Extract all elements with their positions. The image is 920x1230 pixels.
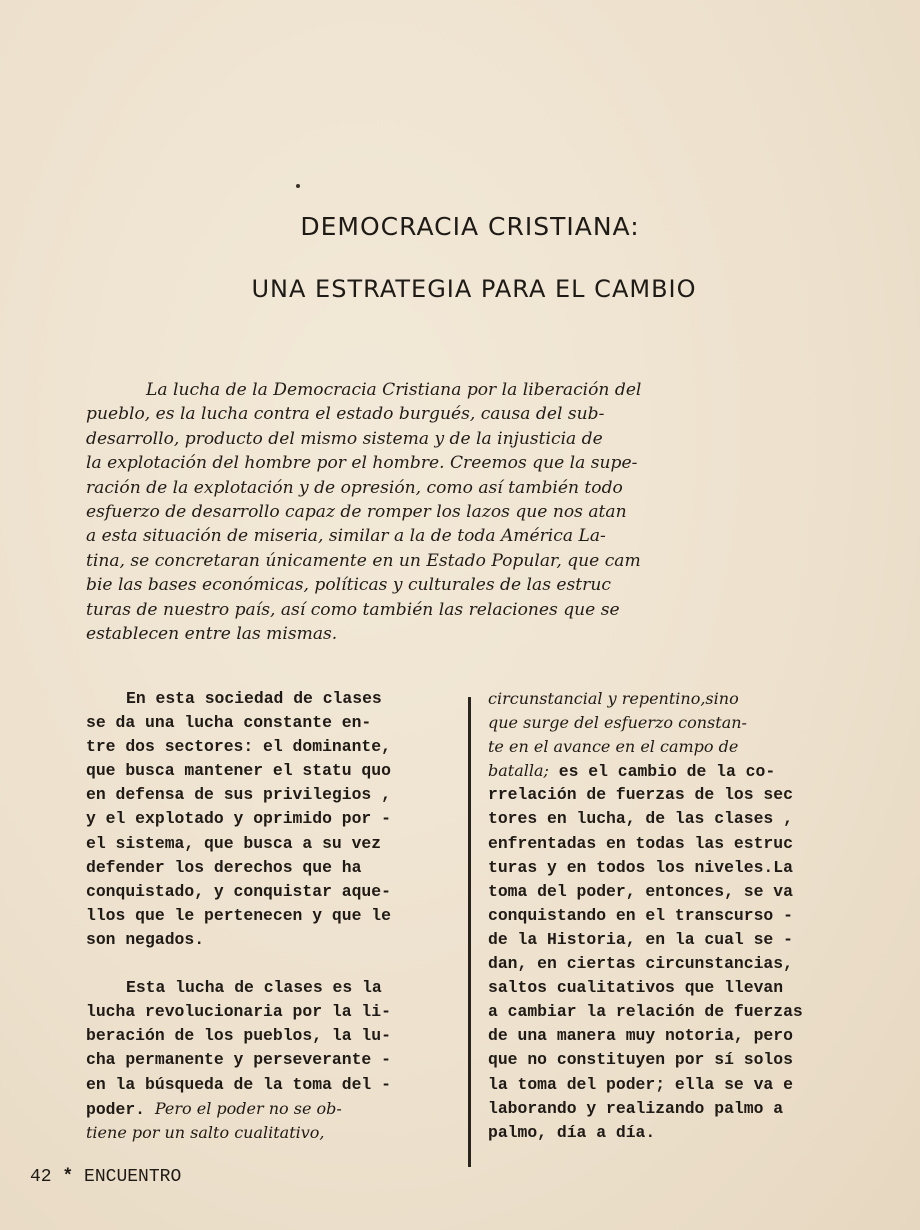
body-line: saltos cualitativos que llevan [488, 978, 784, 998]
article-title: DEMOCRACIA CRISTIANA: [300, 212, 640, 241]
body-line: En esta sociedad de clases [126, 689, 382, 708]
intro-line: turas de nuestro país, así como también las relaciones que se [86, 599, 620, 620]
intro-line: La lucha de la Democracia Cristiana por la liberación del [146, 380, 642, 400]
body-line: llos que le pertenecen y que le [86, 905, 391, 925]
body-line: la toma del poder; ella se va e [488, 1074, 793, 1094]
paragraph-gap [86, 952, 456, 976]
body-line: tre dos sectores: el dominante, [86, 737, 391, 757]
body-line: de la Historia, en la cual se - [488, 929, 793, 949]
body-text-italic: Pero el poder no se ob- [154, 1098, 342, 1118]
intro-line: ración de la explotación y de opresión, como así también todo [86, 477, 623, 498]
body-line [86, 1097, 456, 1121]
body-line: enfrentadas en todas las estruc [488, 833, 793, 853]
body-line: circunstancial y repentino,sino [488, 689, 739, 708]
star-separator: * [62, 1167, 74, 1187]
intro-line: a esta situación de miseria, similar a la de toda América La- [86, 526, 606, 547]
intro-line: la explotación del hombre por el hombre. Creemos que la supe- [86, 453, 638, 474]
intro-line: esfuerzo de desarrollo capaz de romper los lazos que nos atan [86, 502, 627, 523]
body-line: Esta lucha de clases es la [126, 978, 382, 998]
body-line: tores en lucha, de las clases , [488, 809, 793, 829]
body-line: son negados. [86, 929, 205, 949]
ink-speck [296, 184, 300, 188]
page-footer [30, 1167, 181, 1187]
body-line: que no constituyen por sí solos [488, 1050, 793, 1070]
intro-line: pueblo, es la lucha contra el estado burgués, causa del sub- [86, 404, 605, 425]
intro-line: tina, se concretaran únicamente en un Estado Popular, que cam [86, 550, 641, 571]
body-line: de una manera muy notoria, pero [488, 1026, 793, 1046]
body-line: beración de los pueblos, la lu- [86, 1026, 391, 1046]
publication-name: ENCUENTRO [84, 1167, 182, 1187]
body-text: es el cambio de la co- [548, 762, 776, 782]
body-line: rrelación de fuerzas de los sec [488, 785, 793, 805]
body-line: tiene por un salto cualitativo, [86, 1122, 325, 1142]
body-line: conquistando en el transcurso - [488, 905, 793, 925]
body-line: el sistema, que busca a su vez [86, 833, 382, 853]
intro-line: establecen entre las mismas. [86, 624, 338, 645]
body-line: dan, en ciertas circunstancias, [488, 954, 793, 974]
intro-line: desarrollo, producto del mismo sistema y de la injusticia de [86, 428, 603, 449]
body-line: turas y en todos los niveles.La [488, 857, 793, 877]
body-line: en la búsqueda de la toma del - [86, 1074, 391, 1094]
body-line: defender los derechos que ha [86, 857, 362, 877]
body-line: en defensa de sus privilegios , [86, 785, 391, 805]
body-line: a cambiar la relación de fuerzas [488, 1002, 803, 1022]
article-subtitle: UNA ESTRATEGIA PARA EL CAMBIO [251, 275, 697, 303]
body-line: lucha revolucionaria por la li- [86, 1002, 391, 1022]
left-column [86, 687, 456, 1145]
body-text-italic: batalla; [488, 761, 549, 781]
body-line: toma del poder, entonces, se va [488, 881, 793, 901]
intro-line: bie las bases económicas, políticas y culturales de las estruc [86, 575, 611, 596]
right-column [488, 687, 878, 1145]
intro-paragraph [86, 378, 821, 646]
body-line: que busca mantener el statu quo [86, 761, 391, 781]
body-line: palmo, día a día. [488, 1122, 656, 1142]
body-line: cha permanente y perseverante - [86, 1050, 391, 1070]
body-line: laborando y realizando palmo a [488, 1098, 784, 1118]
body-line: conquistado, y conquistar aque- [86, 881, 391, 901]
body-line: que surge del esfuerzo constan- [488, 713, 747, 733]
body-line: te en el avance en el campo de [488, 737, 739, 757]
body-line: se da una lucha constante en- [86, 713, 372, 733]
body-line: y el explotado y oprimido por - [86, 809, 391, 829]
body-line [488, 759, 878, 783]
column-divider [468, 697, 471, 1167]
body-text: poder. [86, 1099, 155, 1119]
page-number: 42 [30, 1167, 52, 1187]
